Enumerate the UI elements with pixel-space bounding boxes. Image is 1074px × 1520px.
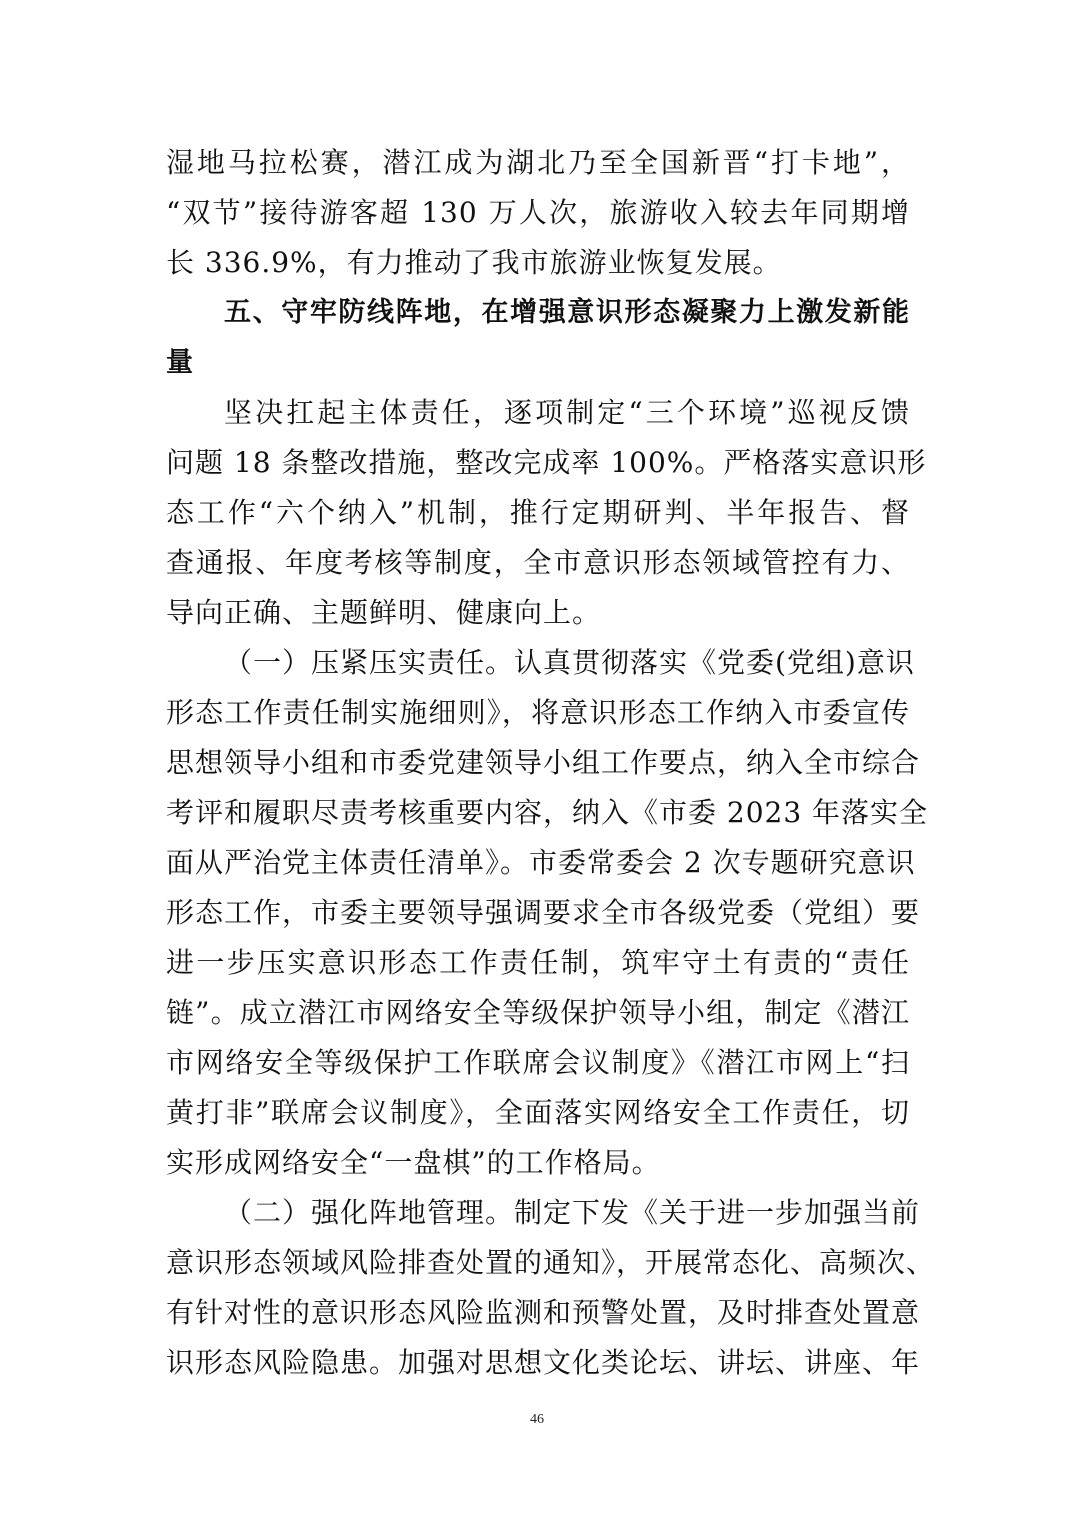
body-text: [166, 138, 936, 1388]
text-line: 导向正确、主题鲜明、健康向上。: [166, 596, 602, 629]
text-line: 态工作“六个纳入”机制，推行定期研判、半年报告、督: [166, 496, 910, 529]
text-line: 有针对性的意识形态风险监测和预警处置，及时排查处置意: [166, 1296, 921, 1329]
heading-line: 五、守牢防线阵地，在增强意识形态凝聚力上激发新能: [224, 297, 910, 328]
text-line: 黄打非”联席会议制度》，全面落实网络安全工作责任，切: [166, 1096, 910, 1129]
section-heading: [166, 288, 910, 388]
paragraph-intro: [166, 388, 927, 638]
text-line: （一）压紧压实责任。认真贯彻落实《党委(党组)意识: [224, 646, 915, 679]
text-line: 市网络安全等级保护工作联席会议制度》《潜江市网上“扫: [166, 1046, 910, 1079]
text-line: 面从严治党主体责任清单》。市委常委会 2 次专题研究意识: [166, 846, 916, 879]
text-line: 思想领导小组和市委党建领导小组工作要点，纳入全市综合: [166, 746, 921, 779]
heading-line: 量: [166, 347, 194, 378]
paragraph-responsibility: [166, 638, 929, 1188]
page-number: 46: [530, 1412, 544, 1427]
text-line: 形态工作，市委主要领导强调要求全市各级党委（党组）要: [166, 896, 921, 929]
paragraph-position-management: [166, 1188, 936, 1388]
text-line: 实形成网络安全“一盘棋”的工作格局。: [166, 1146, 661, 1179]
text-line: 查通报、年度考核等制度，全市意识形态领域管控有力、: [166, 546, 910, 579]
text-line: （二）强化阵地管理。制定下发《关于进一步加强当前: [224, 1196, 921, 1229]
text-line: 问题 18 条整改措施，整改完成率 100%。严格落实意识形: [166, 446, 927, 479]
text-line: 坚决扛起主体责任，逐项制定“三个环境”巡视反馈: [224, 396, 910, 429]
text-line: 链”。成立潜江市网络安全等级保护领导小组，制定《潜江: [166, 996, 910, 1029]
text-line: 识形态风险隐患。加强对思想文化类论坛、讲坛、讲座、年: [166, 1346, 921, 1379]
text-line: 长 336.9%，有力推动了我市旅游业恢复发展。: [166, 246, 782, 279]
text-line: 形态工作责任制实施细则》，将意识形态工作纳入市委宣传: [166, 696, 910, 729]
text-line: 进一步压实意识形态工作责任制，筑牢守土有责的“责任: [166, 946, 910, 979]
text-line: 湿地马拉松赛，潜江成为湖北乃至全国新晋“打卡地”，: [166, 146, 910, 179]
text-line: “双节”接待游客超 130 万人次，旅游收入较去年同期增: [166, 196, 910, 229]
paragraph-continuation: [166, 138, 910, 288]
text-line: 考评和履职尽责考核重要内容，纳入《市委 2023 年落实全: [166, 796, 929, 829]
text-line: 意识形态领域风险排查处置的通知》，开展常态化、高频次、: [166, 1246, 936, 1279]
